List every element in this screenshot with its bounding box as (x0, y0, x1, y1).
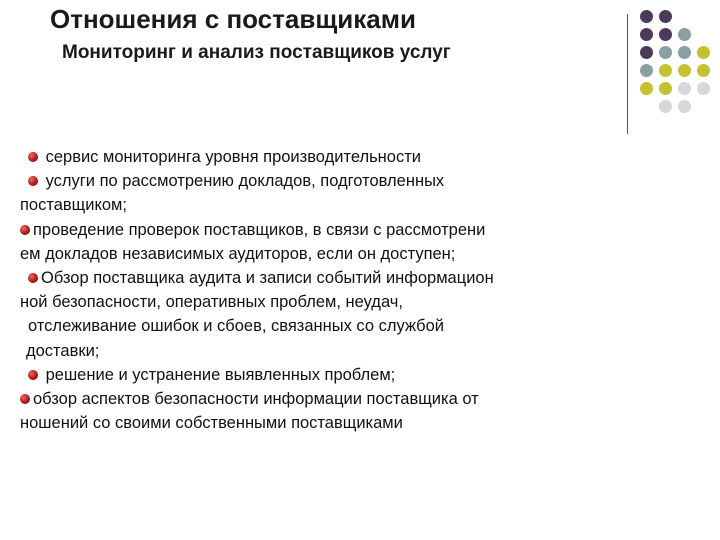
bullet-icon (28, 370, 38, 380)
list-item (20, 266, 600, 290)
decor-dot (697, 46, 710, 59)
decor-dot (659, 10, 672, 23)
decor-dot (640, 10, 653, 23)
decor-dot (697, 82, 710, 95)
list-item (20, 363, 600, 387)
list-item (20, 145, 600, 169)
list-item (20, 169, 600, 193)
bullet-icon (28, 152, 38, 162)
bullet-icon (28, 176, 38, 186)
decor-dot (659, 100, 672, 113)
bullet-icon (28, 273, 38, 283)
list-item (20, 387, 600, 411)
decor-dot (678, 64, 691, 77)
list-item-text: проведение проверок поставщиков, в связи с рассмотрени (33, 220, 486, 239)
page-subtitle: Мониторинг и анализ поставщиков услуг (62, 42, 451, 63)
decor-dot (659, 46, 672, 59)
decor-dot (640, 64, 653, 77)
decor-dot (659, 28, 672, 41)
bullet-icon (20, 394, 30, 404)
list-item-text: Обзор поставщика аудита и записи событий информацион (41, 269, 494, 288)
decor-dot (640, 28, 653, 41)
decor-dot (678, 82, 691, 95)
list-item-continuation: доставки; (26, 341, 100, 360)
list-item-text: услуги по рассмотрению докладов, подготовленных (45, 172, 445, 191)
list-item-text: сервис мониторинга уровня производительности (45, 148, 421, 166)
decor-dot (640, 82, 653, 95)
list-item-continuation: ношений со своими собственными поставщиками (20, 414, 403, 433)
decor-dot (678, 46, 691, 59)
list-item-continuation: ной безопасности, оперативных проблем, неудач, (20, 293, 403, 312)
page-title: Отношения с поставщиками (50, 4, 416, 34)
divider-line (627, 14, 628, 134)
list-item-continuation: поставщиком; (20, 196, 127, 215)
decor-dot (697, 64, 710, 77)
list-item-continuation: отслеживание ошибок и сбоев, связанных со службой (28, 317, 445, 336)
bullet-icon (20, 225, 30, 235)
bullet-list (20, 145, 600, 435)
list-item-text: обзор аспектов безопасности информации поставщика от (33, 390, 479, 409)
decor-dot (640, 46, 653, 59)
decor-dot (659, 82, 672, 95)
list-item-text: решение и устранение выявленных проблем; (45, 365, 396, 384)
list-item (20, 218, 600, 242)
decor-dot (678, 28, 691, 41)
decor-dot (659, 64, 672, 77)
list-item-continuation: ем докладов независимых аудиторов, если он доступен; (20, 244, 456, 263)
decor-dot (678, 100, 691, 113)
